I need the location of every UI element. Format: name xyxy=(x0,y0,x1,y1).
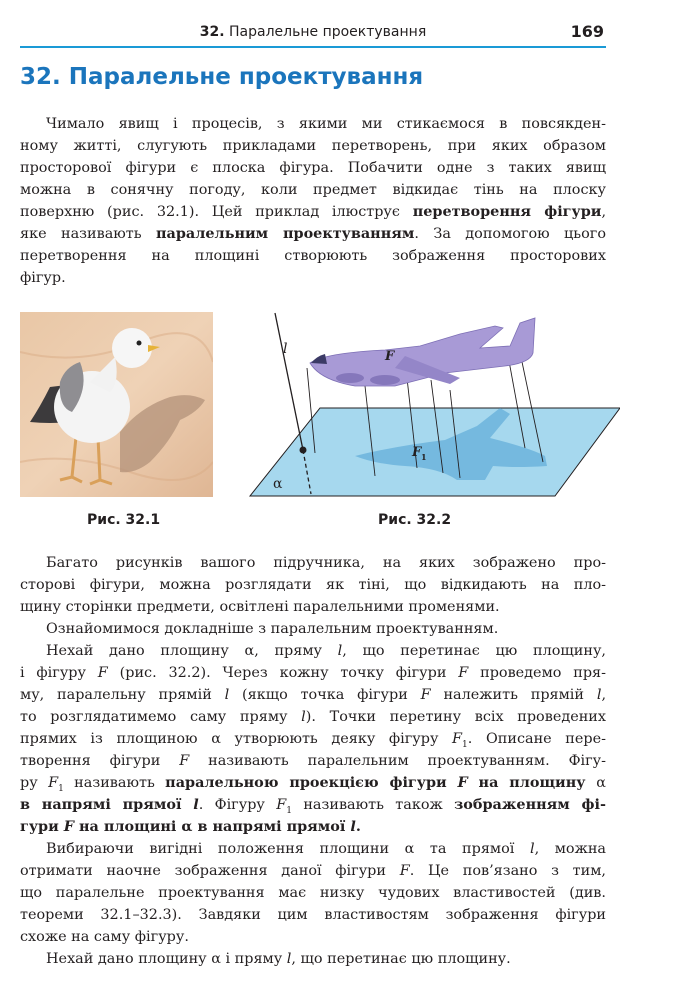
section-title: 32. Паралельне проектування xyxy=(20,64,424,90)
paragraph-4: Нехай дано площину α, пряму l, що перетинає цю площину, і фігуру F (рис. 32.2). Через кожну точку фігури F проведемо пря- му, паралельну прямій l (якщо точка фігури F належить прямій l, то розглядатимемо саму пряму l). Точки перетину всіх проведених прямих із площиною α утворюють деяку фігуру $F_1$. Описане пере- творення фігури F називають паралельним проектуванням. Фігу- ру $F_1$ називають паралельною проекцією фігури F на площину α в напрямі прямої l. Фігуру $F_1$ називають також зображенням фі- гури F на площині α в напрямі прямої l. xyxy=(20,643,607,835)
label-f: F xyxy=(385,349,395,364)
running-header xyxy=(20,14,606,48)
label-alpha: α xyxy=(273,476,283,492)
running-header-title: 32. Паралельне проектування xyxy=(199,24,427,40)
label-f1-subscript: 1 xyxy=(421,452,427,462)
line-l xyxy=(275,313,303,450)
projection-diagram xyxy=(245,308,620,500)
figure-2-caption: Рис. 32.2 xyxy=(378,512,452,528)
figure-plane-projection xyxy=(245,308,620,500)
label-l: l xyxy=(283,341,288,357)
paragraph-3: Ознайомимося докладніше з паралельним проектуванням. xyxy=(46,621,499,637)
figure-seagull xyxy=(20,312,213,497)
airplane-f xyxy=(310,318,535,386)
paragraph-2: Багато рисунків вашого підручника, на яких зображено про- сторові фігури, можна розглядати як тіні, що відкидають на пло- щину сторінки предмети, освітлені паралельними променями. xyxy=(20,555,606,615)
intersection-point xyxy=(300,447,307,454)
page-number: 169 xyxy=(570,22,604,41)
paragraph-5: Вибираючи вигідні положення площини α та прямої l, можна отримати наочне зображення даної фігури F. Це пов’язано з тим, що паралельне проектування має низку чудових властивостей (див. теореми 32.1–32.3). Завдяки цим властивостям зображення фігури схоже на саму фігуру. xyxy=(20,841,606,945)
figure-1-caption: Рис. 32.1 xyxy=(87,512,161,528)
paragraph-6: Нехай дано площину α і пряму l, що перетинає цю площину. xyxy=(46,951,511,967)
label-f1: F xyxy=(412,445,422,460)
seagull-illustration xyxy=(20,312,213,497)
intro-paragraph: Чимало явищ і процесів, з якими ми стикаємося в повсякден- ному житті, слугують прикладами перетворень, при яких образом просторової фігури є плоска фігура. Побачити одне з таких явищ можна в сонячну погоду, коли предмет відкидає тінь на плоску поверхню (рис. 32.1). Цей приклад ілюструє перетворення фігури, яке називають паралельним проектуванням. За допомогою цього перетворення на площині створюють зображення просторових фігур. xyxy=(20,116,607,286)
